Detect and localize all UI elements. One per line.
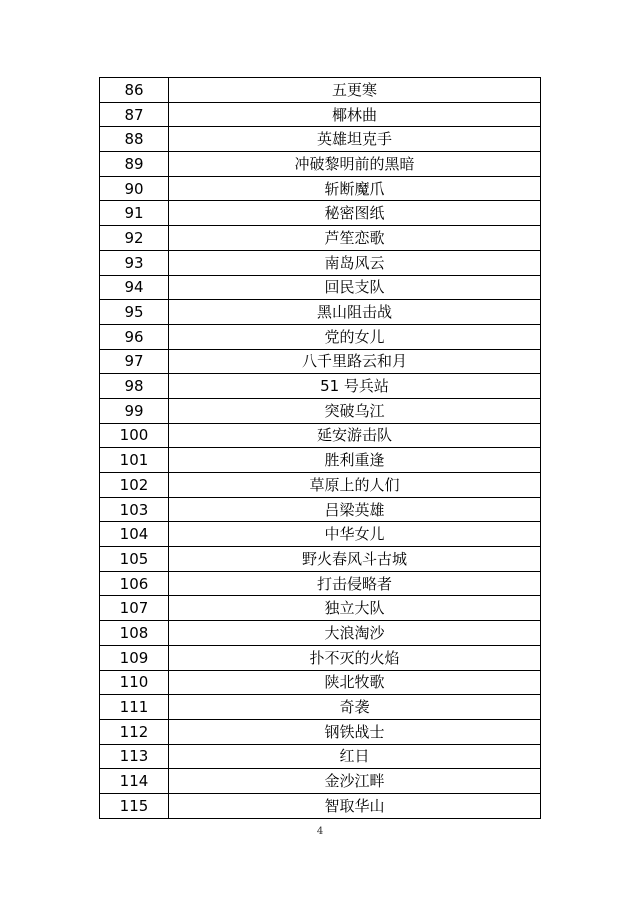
row-number-cell: 99 [100,398,169,423]
film-title-cell: 冲破黎明前的黑暗 [169,152,541,177]
row-number-cell: 95 [100,300,169,325]
film-list-table [99,77,541,819]
film-title-cell: 党的女儿 [169,324,541,349]
table-row [100,695,541,720]
row-number-cell: 90 [100,176,169,201]
film-title-cell: 奇袭 [169,695,541,720]
table-row [100,744,541,769]
row-number-cell: 91 [100,201,169,226]
table-row [100,300,541,325]
table-row [100,473,541,498]
table-row [100,719,541,744]
row-number-cell: 87 [100,102,169,127]
row-number-cell: 88 [100,127,169,152]
row-number-cell: 108 [100,621,169,646]
row-number-cell: 112 [100,719,169,744]
row-number-cell: 109 [100,645,169,670]
film-list-body [100,78,541,819]
film-title-cell: 南岛风云 [169,250,541,275]
table-row [100,324,541,349]
row-number-cell: 115 [100,793,169,818]
film-title-cell: 突破乌江 [169,398,541,423]
page-number: 4 [316,826,324,837]
film-title-cell: 大浪淘沙 [169,621,541,646]
row-number-cell: 92 [100,226,169,251]
row-number-cell: 96 [100,324,169,349]
table-row [100,670,541,695]
film-title-cell: 野火春风斗古城 [169,547,541,572]
film-title-cell: 延安游击队 [169,423,541,448]
row-number-cell: 102 [100,473,169,498]
film-title-cell: 英雄坦克手 [169,127,541,152]
film-title-cell: 打击侵略者 [169,571,541,596]
film-title-cell: 钢铁战士 [169,719,541,744]
film-title-cell: 回民支队 [169,275,541,300]
row-number-cell: 104 [100,522,169,547]
table-row [100,522,541,547]
row-number-cell: 114 [100,769,169,794]
table-row [100,152,541,177]
table-row [100,547,541,572]
table-row [100,769,541,794]
film-title-cell: 金沙江畔 [169,769,541,794]
table-row [100,448,541,473]
film-title-cell: 吕梁英雄 [169,497,541,522]
table-row [100,250,541,275]
film-title-cell: 黑山阻击战 [169,300,541,325]
table-row [100,423,541,448]
table-row [100,621,541,646]
row-number-cell: 103 [100,497,169,522]
film-title-cell: 秘密图纸 [169,201,541,226]
row-number-cell: 98 [100,374,169,399]
row-number-cell: 106 [100,571,169,596]
row-number-cell: 94 [100,275,169,300]
film-title-cell: 陕北牧歌 [169,670,541,695]
film-title-cell: 八千里路云和月 [169,349,541,374]
table-row [100,497,541,522]
table-row [100,793,541,818]
table-row [100,102,541,127]
film-title-cell: 五更寒 [169,78,541,103]
film-title-cell: 红日 [169,744,541,769]
film-title-cell: 胜利重逢 [169,448,541,473]
film-title-cell: 中华女儿 [169,522,541,547]
row-number-cell: 113 [100,744,169,769]
table-row [100,226,541,251]
table-row [100,398,541,423]
table-row [100,275,541,300]
row-number-cell: 110 [100,670,169,695]
table-row [100,645,541,670]
row-number-cell: 101 [100,448,169,473]
film-title-cell: 独立大队 [169,596,541,621]
table-row [100,176,541,201]
row-number-cell: 93 [100,250,169,275]
table-row [100,349,541,374]
film-title-cell: 斩断魔爪 [169,176,541,201]
film-title-cell: 草原上的人们 [169,473,541,498]
film-title-cell: 椰林曲 [169,102,541,127]
table-row [100,127,541,152]
table-row [100,374,541,399]
film-title-cell: 芦笙恋歌 [169,226,541,251]
film-title-cell: 51 号兵站 [169,374,541,399]
film-title-cell: 智取华山 [169,793,541,818]
table-row [100,201,541,226]
table-row [100,596,541,621]
row-number-cell: 97 [100,349,169,374]
film-title-cell: 扑不灭的火焰 [169,645,541,670]
row-number-cell: 89 [100,152,169,177]
row-number-cell: 105 [100,547,169,572]
row-number-cell: 107 [100,596,169,621]
row-number-cell: 111 [100,695,169,720]
table-row [100,78,541,103]
row-number-cell: 100 [100,423,169,448]
table-row [100,571,541,596]
row-number-cell: 86 [100,78,169,103]
